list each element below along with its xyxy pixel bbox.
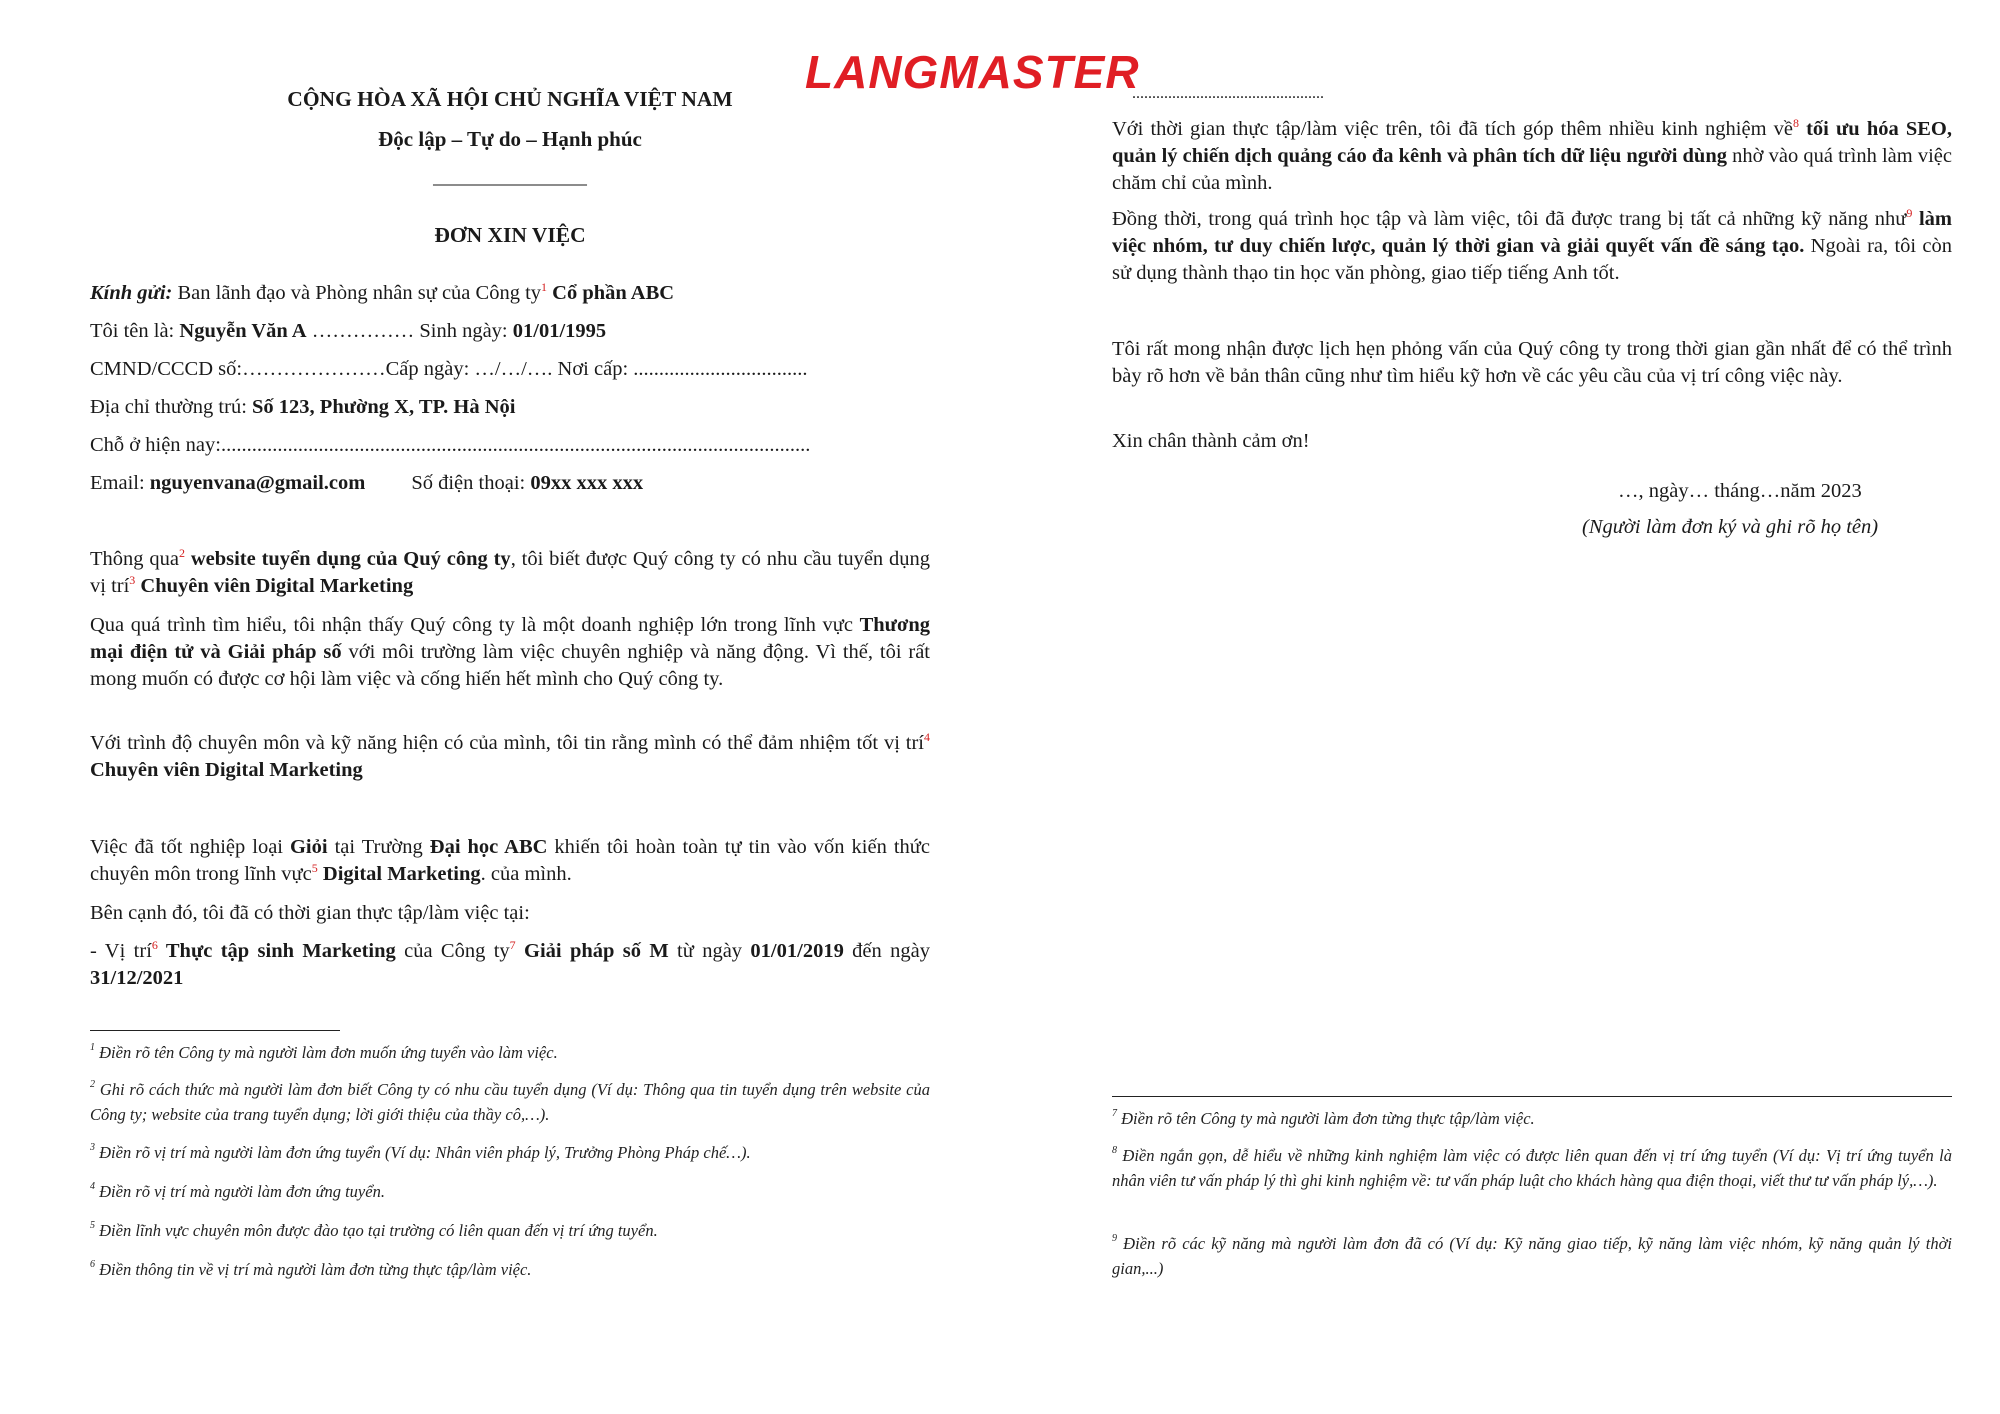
- country-header: CỘNG HÒA XÃ HỘI CHỦ NGHĨA VIỆT NAM: [287, 87, 733, 111]
- footnote-3: $^3$ Điền rõ vị trí mà người làm đơn ứng tuyển (Ví dụ: Nhân viên pháp lý, Trưởng Phòng Pháp chế…).: [90, 1142, 751, 1162]
- contact-line: Email: nguyenvana@gmail.com Số điện thoại: 09xx xxx xxx: [90, 472, 644, 494]
- recipient-line: Kính gửi: Ban lãnh đạo và Phòng nhân sự của Công $ty^1$ Cổ phần ABC: [90, 280, 675, 304]
- right-page: [1112, 0, 1952, 1414]
- footnote-6: $^6$ Điền thông tin về vị trí mà người làm đơn từng thực tập/làm việc.: [90, 1259, 532, 1279]
- header-divider: _______________: [433, 166, 587, 188]
- closing-thanks: Xin chân thành cảm ơn!: [1112, 430, 1310, 452]
- footnote-divider: [90, 1030, 340, 1031]
- paragraph-experience: Với thời gian thực tập/làm việc trên, tôi đã tích góp thêm nhiều kinh nghiệm về$^8$ tối ưu hóa SEO, quản lý chiến dịch quảng cáo đa kênh và phân tích dữ liệu người dùng nhờ vào quá trình làm việc chăm chỉ của mình.: [1112, 116, 1952, 194]
- footnote-5: $^5$ Điền lĩnh vực chuyên môn được đào tạo tại trường có liên quan đến vị trí ứng tuyển.: [90, 1220, 658, 1240]
- name-line: Tôi tên là: Nguyễn Văn A …………… Sinh ngày: 01/01/1995: [90, 320, 607, 342]
- motto: Độc lập – Tự do – Hạnh phúc: [378, 127, 642, 151]
- address-line: Địa chỉ thường trú: Số 123, Phường X, TP. Hà Nội: [90, 396, 516, 418]
- footnote-7: $^7$ Điền rõ tên Công ty mà người làm đơn từng thực tập/làm việc.: [1112, 1108, 1535, 1128]
- paragraph-internship: - Vị trí$^6$ Thực tập sinh Marketing của Công $ty^7$ Giải pháp số M từ ngày 01/01/2019 đến ngày 31/12/2021: [90, 938, 930, 989]
- paragraph-education: Việc đã tốt nghiệp loại Giỏi tại Trường Đại học ABC khiến tôi hoàn toàn tự tin vào vốn kiến thức chuyên môn trong lĩnh vực$^5$ Digital Marketing. của mình.: [90, 836, 930, 885]
- footnote-4: $^4$ Điền rõ vị trí mà người làm đơn ứng tuyển.: [90, 1181, 385, 1201]
- paragraph-internship-intro: Bên cạnh đó, tôi đã có thời gian thực tập/làm việc tại:: [90, 902, 530, 924]
- paragraph-source: Thông qua$^2$ website tuyển dụng của Quý công ty, tôi biết được Quý công ty có nhu cầu tuyển dụng vị trí$^3$ Chuyên viên Digital Marketing: [90, 546, 931, 597]
- left-page: [90, 0, 930, 1414]
- footnote-1: $^1$ Điền rõ tên Công ty mà người làm đơn muốn ứng tuyển vào làm việc.: [90, 1042, 558, 1062]
- footnote-2: $^2$ Ghi rõ cách thức mà người làm đơn biết Công ty có nhu cầu tuyển dụng (Ví dụ: Thông qua tin tuyển dụng trên website của Công ty; website của trang tuyển dụng; lời giới thiệu của thầy cô,…).: [90, 1079, 930, 1124]
- paragraph-skills: Đồng thời, trong quá trình học tập và làm việc, tôi đã được trang bị tất cả những kỹ năng như$^9$ làm việc nhóm, tư duy chiến lược, quản lý thời gian và giải quyết vấn đề sáng tạo. Ngoài ra, tôi còn sử dụng thành thạo tin học văn phòng, giao tiếp tiếng Anh tốt.: [1112, 206, 1953, 284]
- current-address-line: Chỗ ở hiện nay:...................................................................................................................: [90, 434, 811, 456]
- paragraph-company: Qua quá trình tìm hiểu, tôi nhận thấy Quý công ty là một doanh nghiệp lớn trong lĩnh vực Thương mại điện tử và Giải pháp số với môi trường làm việc chuyên nghiệp và năng động. Vì thế, tôi rất mong muốn có được cơ hội làm việc và cống hiến hết mình cho Quý công ty.: [90, 614, 930, 690]
- langmaster-logo: LANGMASTER: [805, 46, 1140, 98]
- id-line: CMND/CCCD số:…………………Cấp ngày: …/…/…. Nơi cấp: ..................................: [90, 358, 808, 380]
- continuation-dots: ................................................: [1132, 85, 1324, 102]
- footnote-9: $^9$ Điền rõ các kỹ năng mà người làm đơn đã có (Ví dụ: Kỹ năng giao tiếp, kỹ năng làm việc nhóm, kỹ năng quản lý thời gian,...): [1112, 1233, 1952, 1278]
- footnote-divider-right: [1112, 1096, 1952, 1097]
- date-line: …, ngày… tháng…năm 2023: [1618, 480, 1862, 502]
- signature-instruction: (Người làm đơn ký và ghi rõ họ tên): [1582, 516, 1879, 538]
- document-title: ĐƠN XIN VIỆC: [434, 223, 586, 247]
- paragraph-capability: Với trình độ chuyên môn và kỹ năng hiện có của mình, tôi tin rằng mình có thể đảm nhiệm tốt vị trí$^4$ Chuyên viên Digital Marketing: [90, 730, 930, 781]
- paragraph-interview: Tôi rất mong nhận được lịch hẹn phỏng vấn của Quý công ty trong thời gian gần nhất để có thể trình bày rõ hơn về bản thân cũng như tìm hiểu kỹ hơn về các yêu cầu của vị trí công việc này.: [1112, 338, 1952, 387]
- footnote-8: $^8$ Điền ngắn gọn, dễ hiểu về những kinh nghiệm làm việc có được liên quan đến vị trí ứng tuyển (Ví dụ: Vị trí ứng tuyển là nhân viên tư vấn pháp lý thì ghi kinh nghiệm về: tư vấn pháp luật cho khách hàng qua điện thoại, viết thư tư vấn pháp lý,…).: [1112, 1145, 1952, 1190]
